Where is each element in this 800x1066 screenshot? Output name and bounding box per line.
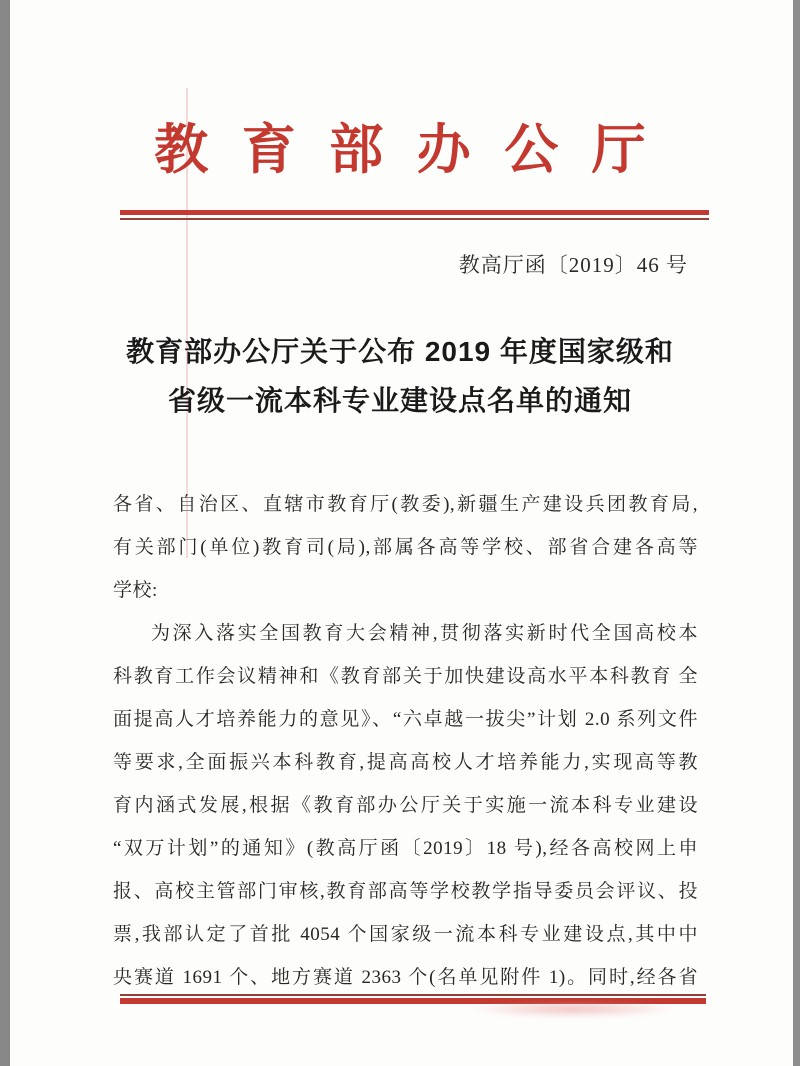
letterhead-rule bbox=[120, 210, 709, 220]
body-line: 央赛道 1691 个、地方赛道 2363 个(名单见附件 1)。同时,经各省 bbox=[113, 967, 698, 988]
addressee-line: 学校: bbox=[113, 580, 158, 601]
letterhead-rule-thick bbox=[120, 210, 709, 215]
body-line: 等要求,全面振兴本科教育,提高高校人才培养能力,实现高等教 bbox=[113, 752, 698, 773]
title-line: 省级一流本科专业建设点名单的通知 bbox=[167, 385, 632, 416]
addressee-line: 有关部门(单位)教育司(局),部属各高等学校、部省合建各高等 bbox=[113, 537, 698, 558]
addressee-line: 各省、自治区、直辖市教育厅(教委),新疆生产建设兵团教育局, bbox=[113, 494, 698, 515]
agency-name: 教育部办公厅 bbox=[154, 120, 680, 180]
document-body bbox=[113, 483, 698, 999]
title-line: 教育部办公厅关于公布 2019 年度国家级和 bbox=[126, 336, 674, 367]
body-line: 报、高校主管部门审核,教育部高等学校教学指导委员会评议、投 bbox=[113, 881, 698, 902]
body-line: 为深入落实全国教育大会精神,贯彻落实新时代全国高校本 bbox=[151, 623, 698, 644]
letterhead-rule-thin bbox=[120, 218, 709, 220]
body-line: 面提高人才培养能力的意见》、“六卓越一拔尖”计划 2.0 系列文件 bbox=[113, 709, 698, 730]
document-title bbox=[0, 327, 800, 425]
footer-rule-thin bbox=[120, 994, 706, 996]
scan-smudge bbox=[468, 1000, 678, 1018]
document-number: 教高厅函〔2019〕46 号 bbox=[458, 253, 688, 277]
body-line: 科教育工作会议精神和《教育部关于加快建设高水平本科教育 全 bbox=[113, 666, 698, 687]
body-line: “双万计划”的通知》(教高厅函〔2019〕18 号),经各高校网上申 bbox=[113, 838, 698, 859]
body-line: 票,我部认定了首批 4054 个国家级一流本科专业建设点,其中中 bbox=[113, 924, 698, 945]
body-line: 育内涵式发展,根据《教育部办公厅关于实施一流本科专业建设 bbox=[113, 795, 698, 816]
